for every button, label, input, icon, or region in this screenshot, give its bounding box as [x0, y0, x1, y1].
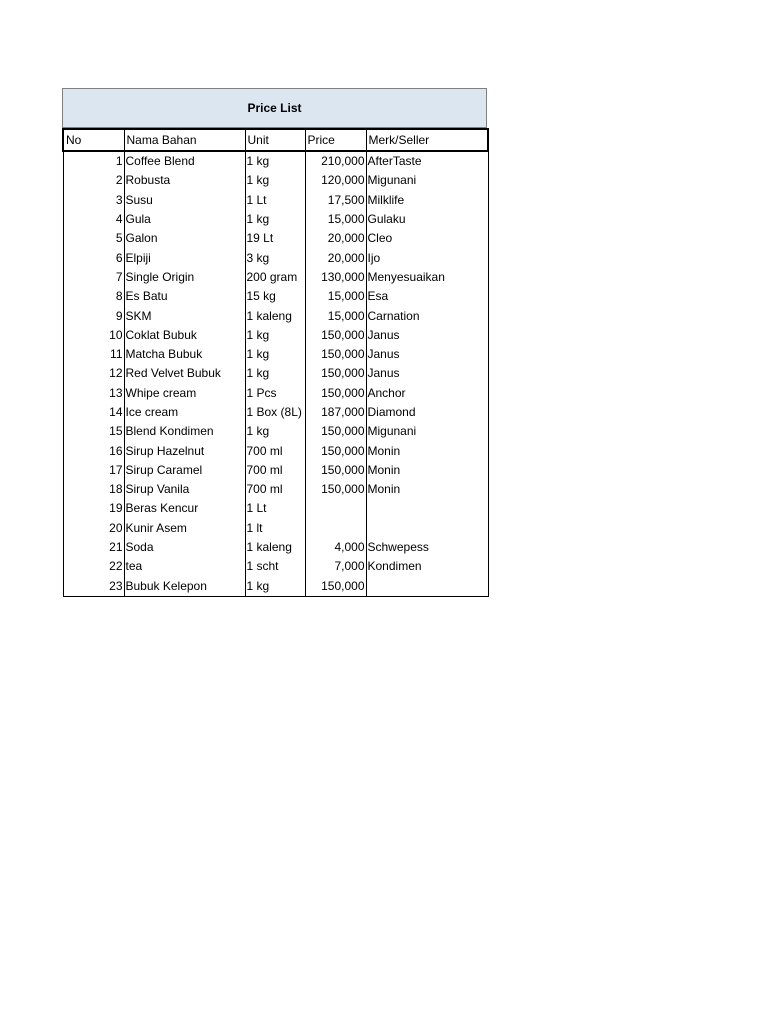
cell-seller: Janus: [366, 364, 488, 383]
cell-price: 150,000: [305, 345, 366, 364]
cell-seller: Carnation: [366, 306, 488, 325]
cell-price: 7,000: [305, 557, 366, 576]
price-list-sheet: [62, 88, 487, 597]
table-row: [63, 461, 488, 480]
cell-seller: Milklife: [366, 191, 488, 210]
cell-name: Red Velvet Bubuk: [124, 364, 245, 383]
cell-name: Elpiji: [124, 248, 245, 267]
cell-no: 9: [63, 306, 124, 325]
cell-seller: AfterTaste: [366, 151, 488, 171]
cell-no: 19: [63, 499, 124, 518]
cell-name: SKM: [124, 306, 245, 325]
cell-no: 21: [63, 538, 124, 557]
cell-price: [305, 519, 366, 538]
cell-name: Coffee Blend: [124, 151, 245, 171]
cell-seller: Gulaku: [366, 210, 488, 229]
cell-unit: 1 kg: [245, 345, 305, 364]
cell-unit: 1 kg: [245, 326, 305, 345]
cell-seller: Anchor: [366, 384, 488, 403]
cell-unit: 15 kg: [245, 287, 305, 306]
cell-unit: 1 scht: [245, 557, 305, 576]
cell-no: 8: [63, 287, 124, 306]
cell-price: 210,000: [305, 151, 366, 171]
cell-seller: Monin: [366, 461, 488, 480]
cell-price: 120,000: [305, 171, 366, 190]
cell-seller: [366, 577, 488, 597]
cell-price: 150,000: [305, 441, 366, 460]
cell-unit: 1 kg: [245, 151, 305, 171]
cell-unit: 1 kg: [245, 577, 305, 597]
table-row: [63, 441, 488, 460]
cell-unit: 3 kg: [245, 248, 305, 267]
table-row: [63, 519, 488, 538]
cell-no: 12: [63, 364, 124, 383]
cell-no: 3: [63, 191, 124, 210]
table-row: [63, 384, 488, 403]
cell-unit: 700 ml: [245, 461, 305, 480]
cell-name: Galon: [124, 229, 245, 248]
cell-price: 150,000: [305, 577, 366, 597]
cell-seller: Kondimen: [366, 557, 488, 576]
cell-name: Coklat Bubuk: [124, 326, 245, 345]
table-row: [63, 248, 488, 267]
cell-name: Kunir Asem: [124, 519, 245, 538]
cell-no: 13: [63, 384, 124, 403]
cell-price: 150,000: [305, 384, 366, 403]
cell-no: 16: [63, 441, 124, 460]
cell-price: 150,000: [305, 364, 366, 383]
cell-name: Sirup Hazelnut: [124, 441, 245, 460]
cell-name: Sirup Caramel: [124, 461, 245, 480]
cell-no: 10: [63, 326, 124, 345]
table-row: [63, 557, 488, 576]
cell-price: 20,000: [305, 229, 366, 248]
cell-unit: 1 Pcs: [245, 384, 305, 403]
cell-unit: 1 Lt: [245, 499, 305, 518]
cell-no: 14: [63, 403, 124, 422]
cell-no: 22: [63, 557, 124, 576]
table-row: [63, 229, 488, 248]
cell-no: 18: [63, 480, 124, 499]
cell-seller: [366, 499, 488, 518]
cell-price: [305, 499, 366, 518]
cell-seller: Migunani: [366, 422, 488, 441]
table-row: [63, 287, 488, 306]
cell-seller: [366, 519, 488, 538]
table-row: [63, 480, 488, 499]
cell-seller: Migunani: [366, 171, 488, 190]
price-list-title: Price List: [62, 88, 487, 128]
cell-seller: Cleo: [366, 229, 488, 248]
header-seller: Merk/Seller: [366, 129, 488, 151]
cell-unit: 1 kaleng: [245, 306, 305, 325]
cell-name: Whipe cream: [124, 384, 245, 403]
cell-no: 2: [63, 171, 124, 190]
cell-seller: Janus: [366, 326, 488, 345]
cell-no: 7: [63, 268, 124, 287]
cell-unit: 700 ml: [245, 480, 305, 499]
cell-no: 5: [63, 229, 124, 248]
cell-unit: 1 kaleng: [245, 538, 305, 557]
table-row: [63, 191, 488, 210]
cell-name: Susu: [124, 191, 245, 210]
cell-unit: 200 gram: [245, 268, 305, 287]
cell-unit: 1 kg: [245, 364, 305, 383]
cell-name: Matcha Bubuk: [124, 345, 245, 364]
table-row: [63, 268, 488, 287]
table-row: [63, 538, 488, 557]
cell-unit: 1 kg: [245, 422, 305, 441]
cell-price: 150,000: [305, 422, 366, 441]
cell-price: 17,500: [305, 191, 366, 210]
cell-no: 20: [63, 519, 124, 538]
cell-name: Es Batu: [124, 287, 245, 306]
table-row: [63, 499, 488, 518]
cell-unit: 1 kg: [245, 171, 305, 190]
cell-no: 4: [63, 210, 124, 229]
cell-name: Blend Kondimen: [124, 422, 245, 441]
cell-seller: Diamond: [366, 403, 488, 422]
cell-name: Sirup Vanila: [124, 480, 245, 499]
table-row: [63, 210, 488, 229]
table-row: [63, 171, 488, 190]
cell-unit: 700 ml: [245, 441, 305, 460]
cell-price: 20,000: [305, 248, 366, 267]
table-row: [63, 364, 488, 383]
cell-price: 15,000: [305, 287, 366, 306]
price-table: [62, 128, 489, 597]
cell-seller: Ijo: [366, 248, 488, 267]
cell-price: 15,000: [305, 306, 366, 325]
cell-name: Robusta: [124, 171, 245, 190]
cell-unit: 1 Box (8L): [245, 403, 305, 422]
header-no: No: [63, 129, 124, 151]
cell-seller: Menyesuaikan: [366, 268, 488, 287]
cell-unit: 1 lt: [245, 519, 305, 538]
cell-unit: 1 Lt: [245, 191, 305, 210]
header-unit: Unit: [245, 129, 305, 151]
cell-price: 187,000: [305, 403, 366, 422]
cell-unit: 19 Lt: [245, 229, 305, 248]
cell-name: tea: [124, 557, 245, 576]
cell-price: 15,000: [305, 210, 366, 229]
table-row: [63, 577, 488, 597]
cell-name: Soda: [124, 538, 245, 557]
cell-price: 130,000: [305, 268, 366, 287]
cell-seller: Janus: [366, 345, 488, 364]
header-row: [63, 129, 488, 151]
cell-price: 150,000: [305, 480, 366, 499]
cell-name: Beras Kencur: [124, 499, 245, 518]
header-name: Nama Bahan: [124, 129, 245, 151]
cell-seller: Monin: [366, 441, 488, 460]
cell-no: 15: [63, 422, 124, 441]
cell-no: 1: [63, 151, 124, 171]
cell-name: Gula: [124, 210, 245, 229]
cell-seller: Schwepess: [366, 538, 488, 557]
cell-price: 150,000: [305, 326, 366, 345]
cell-no: 17: [63, 461, 124, 480]
cell-no: 6: [63, 248, 124, 267]
table-body: [63, 151, 488, 596]
header-price: Price: [305, 129, 366, 151]
cell-seller: Esa: [366, 287, 488, 306]
table-row: [63, 422, 488, 441]
cell-no: 23: [63, 577, 124, 597]
cell-name: Bubuk Kelepon: [124, 577, 245, 597]
table-row: [63, 326, 488, 345]
cell-seller: Monin: [366, 480, 488, 499]
cell-price: 150,000: [305, 461, 366, 480]
cell-unit: 1 kg: [245, 210, 305, 229]
table-row: [63, 403, 488, 422]
cell-price: 4,000: [305, 538, 366, 557]
table-row: [63, 151, 488, 171]
table-row: [63, 345, 488, 364]
table-row: [63, 306, 488, 325]
cell-name: Single Origin: [124, 268, 245, 287]
cell-name: Ice cream: [124, 403, 245, 422]
cell-no: 11: [63, 345, 124, 364]
